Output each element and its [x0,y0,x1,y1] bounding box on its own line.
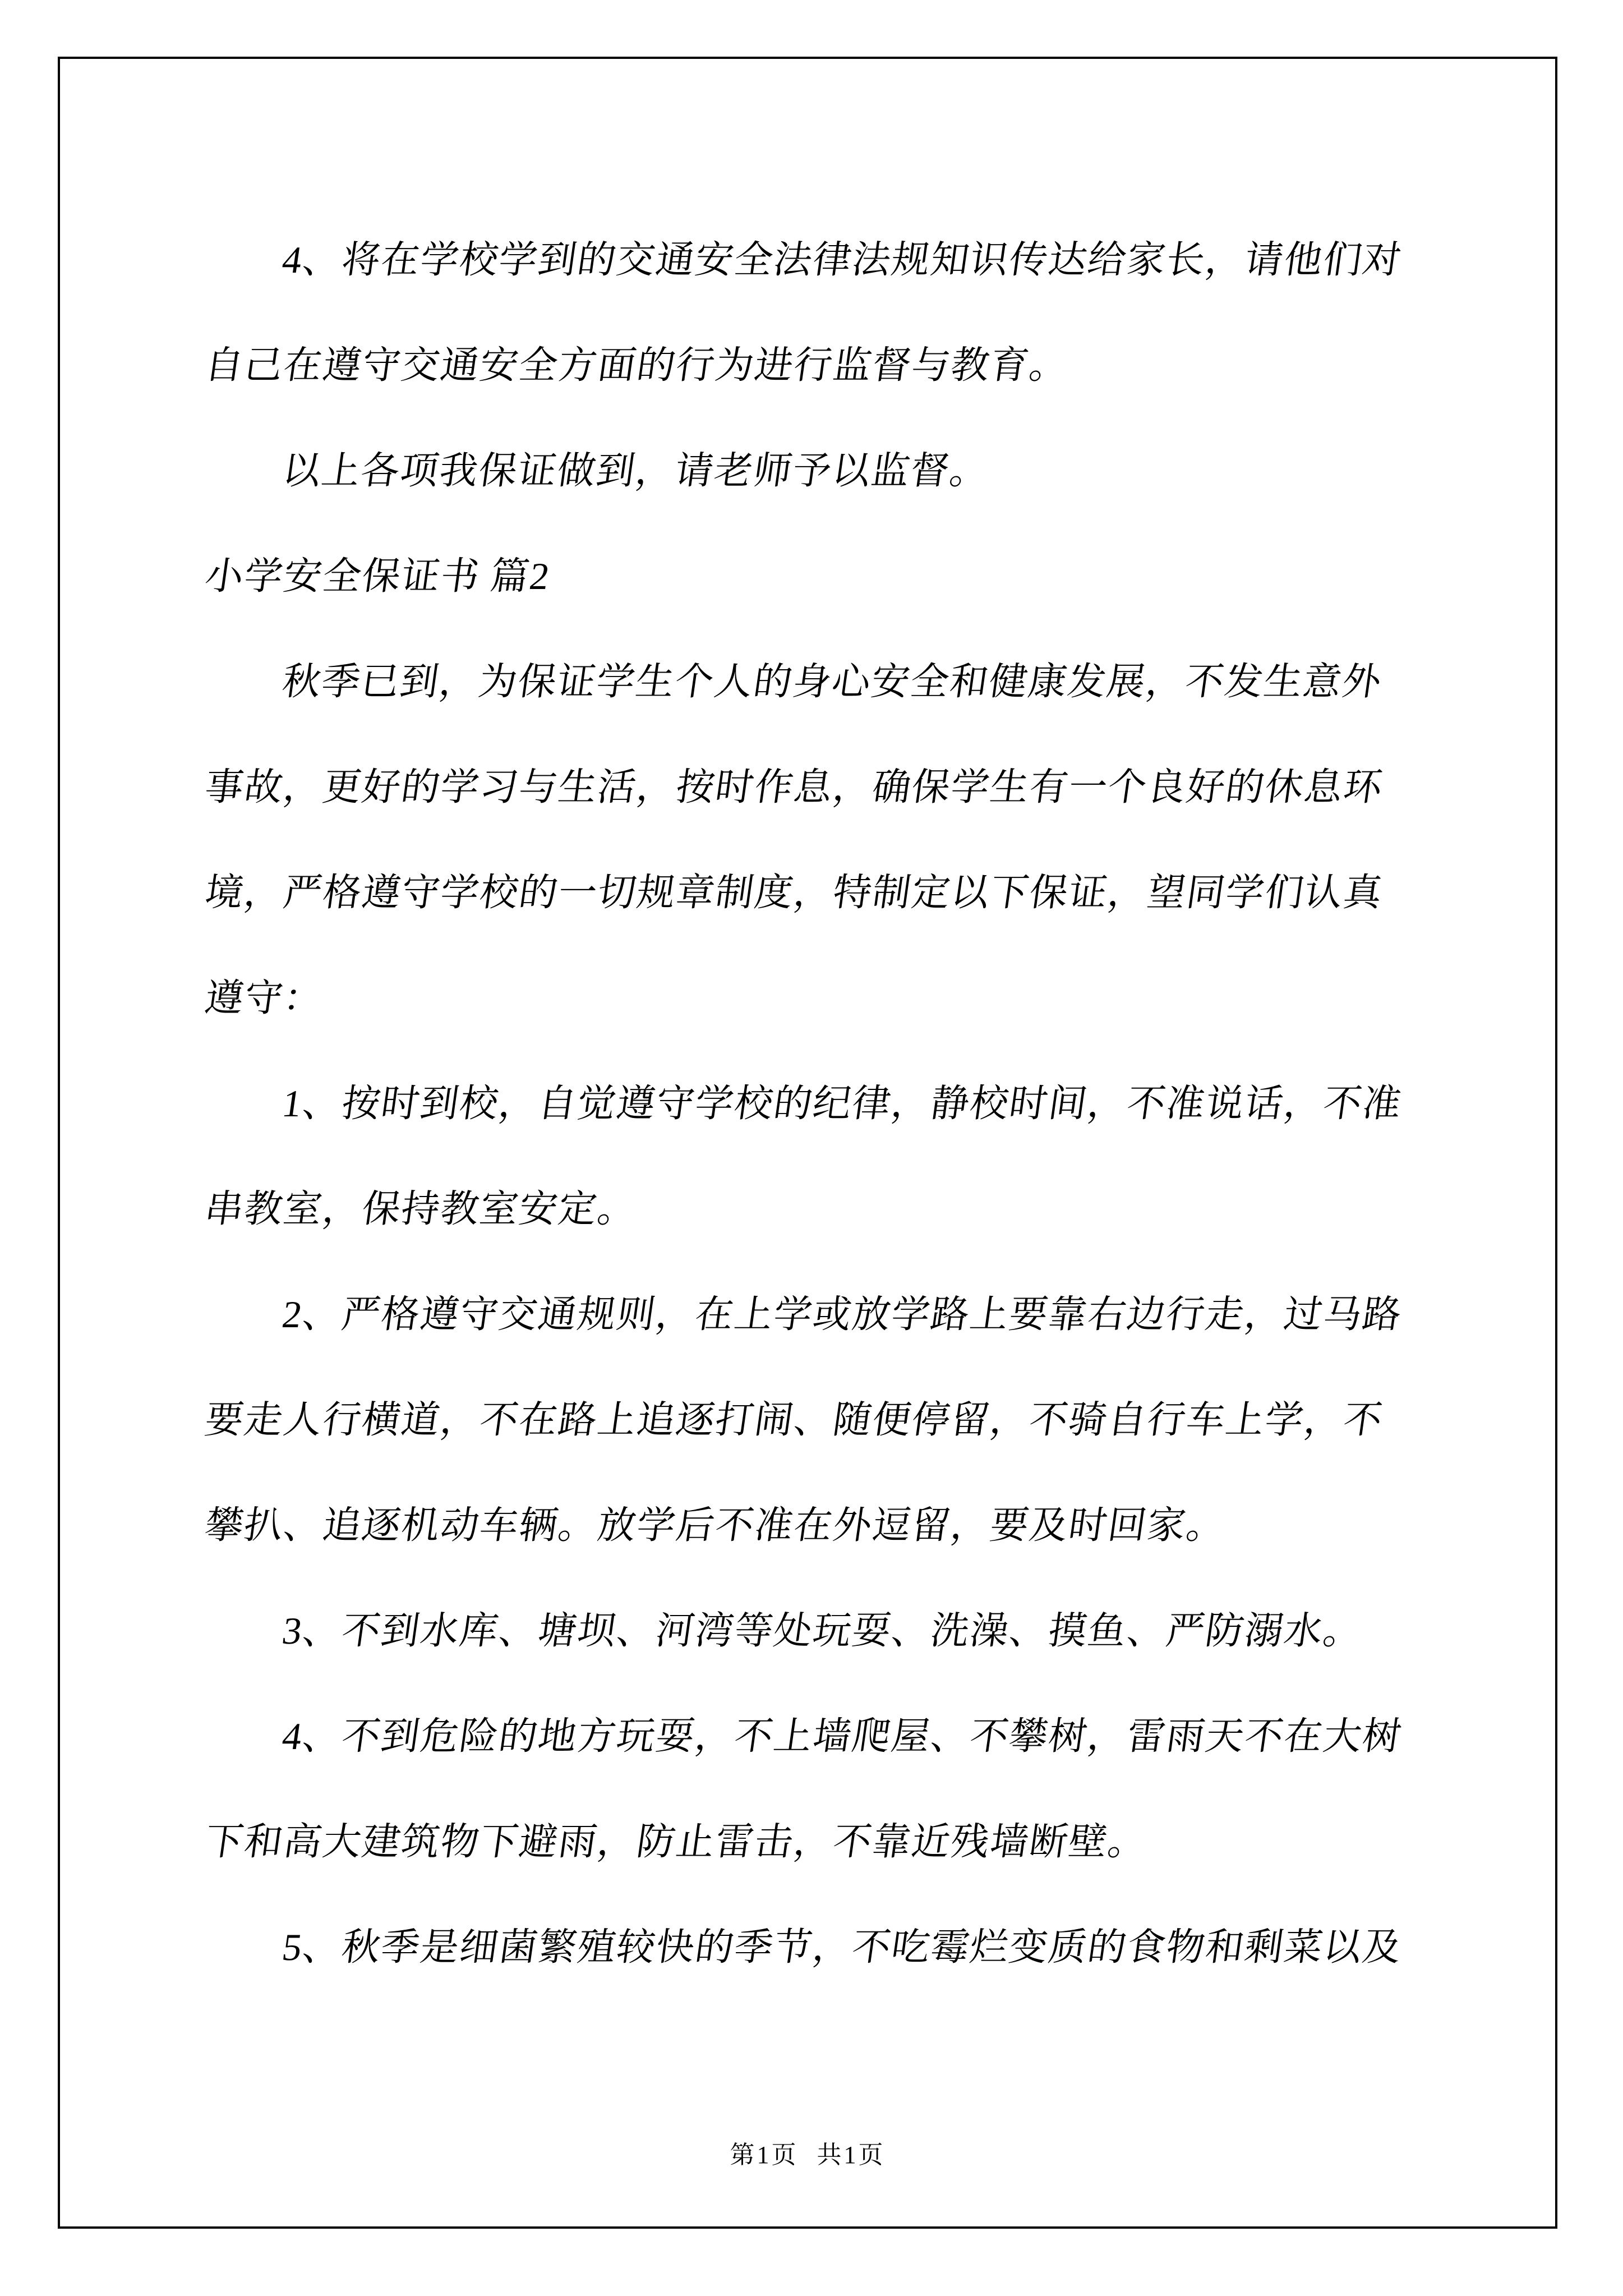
text-line: 串教室，保持教室安定。 [202,1188,640,1230]
text-line: 下和高大建筑物下避雨，防止雷击，不靠近残墙断壁。 [202,1820,1151,1863]
page-border-frame [58,57,1557,2229]
section-heading: 小学安全保证书 篇2 [202,555,554,597]
text-line: 2、严格遵守交通规则，在上学或放学路上要靠右边行走，过马路 [279,1293,1405,1336]
text-line: 境，严格遵守学校的一切规章制度，特制定以下保证，望同学们认真 [202,871,1386,914]
text-line: 要走人行横道，不在路上追逐打闹、随便停留，不骑自行车上学，不 [202,1398,1386,1441]
text-line: 4、不到危险的地方玩耍，不上墙爬屋、不攀树，雷雨天不在大树 [279,1715,1405,1757]
text-line: 以上各项我保证做到，请老师予以监督。 [279,449,993,492]
text-line: 1、按时到校，自觉遵守学校的纪律，静校时间，不准说话，不准 [279,1082,1405,1125]
text-line: 5、秋季是细菌繁殖较快的季节，不吃霉烂变质的食物和剩菜以及 [279,1926,1405,1968]
text-line: 秋季已到，为保证学生个人的身心安全和健康发展，不发生意外 [279,660,1385,703]
page-footer [60,2142,1555,2169]
text-line: 3、不到水库、塘坝、河湾等处玩耍、洗澡、摸鱼、严防溺水。 [279,1609,1366,1652]
page-number: 第1页 共1页 [730,2141,886,2169]
text-line: 事故，更好的学习与生活，按时作息，确保学生有一个良好的休息环 [202,766,1386,808]
text-line: 自己在遵守交通安全方面的行为进行监督与教育。 [202,344,1072,386]
text-line: 4、将在学校学到的交通安全法律法规知识传达给家长，请他们对 [279,238,1405,281]
document-body [202,207,1533,2000]
text-line: 攀扒、追逐机动车辆。放学后不准在外逗留，要及时回家。 [202,1504,1229,1547]
text-line: 遵守： [202,977,326,1019]
